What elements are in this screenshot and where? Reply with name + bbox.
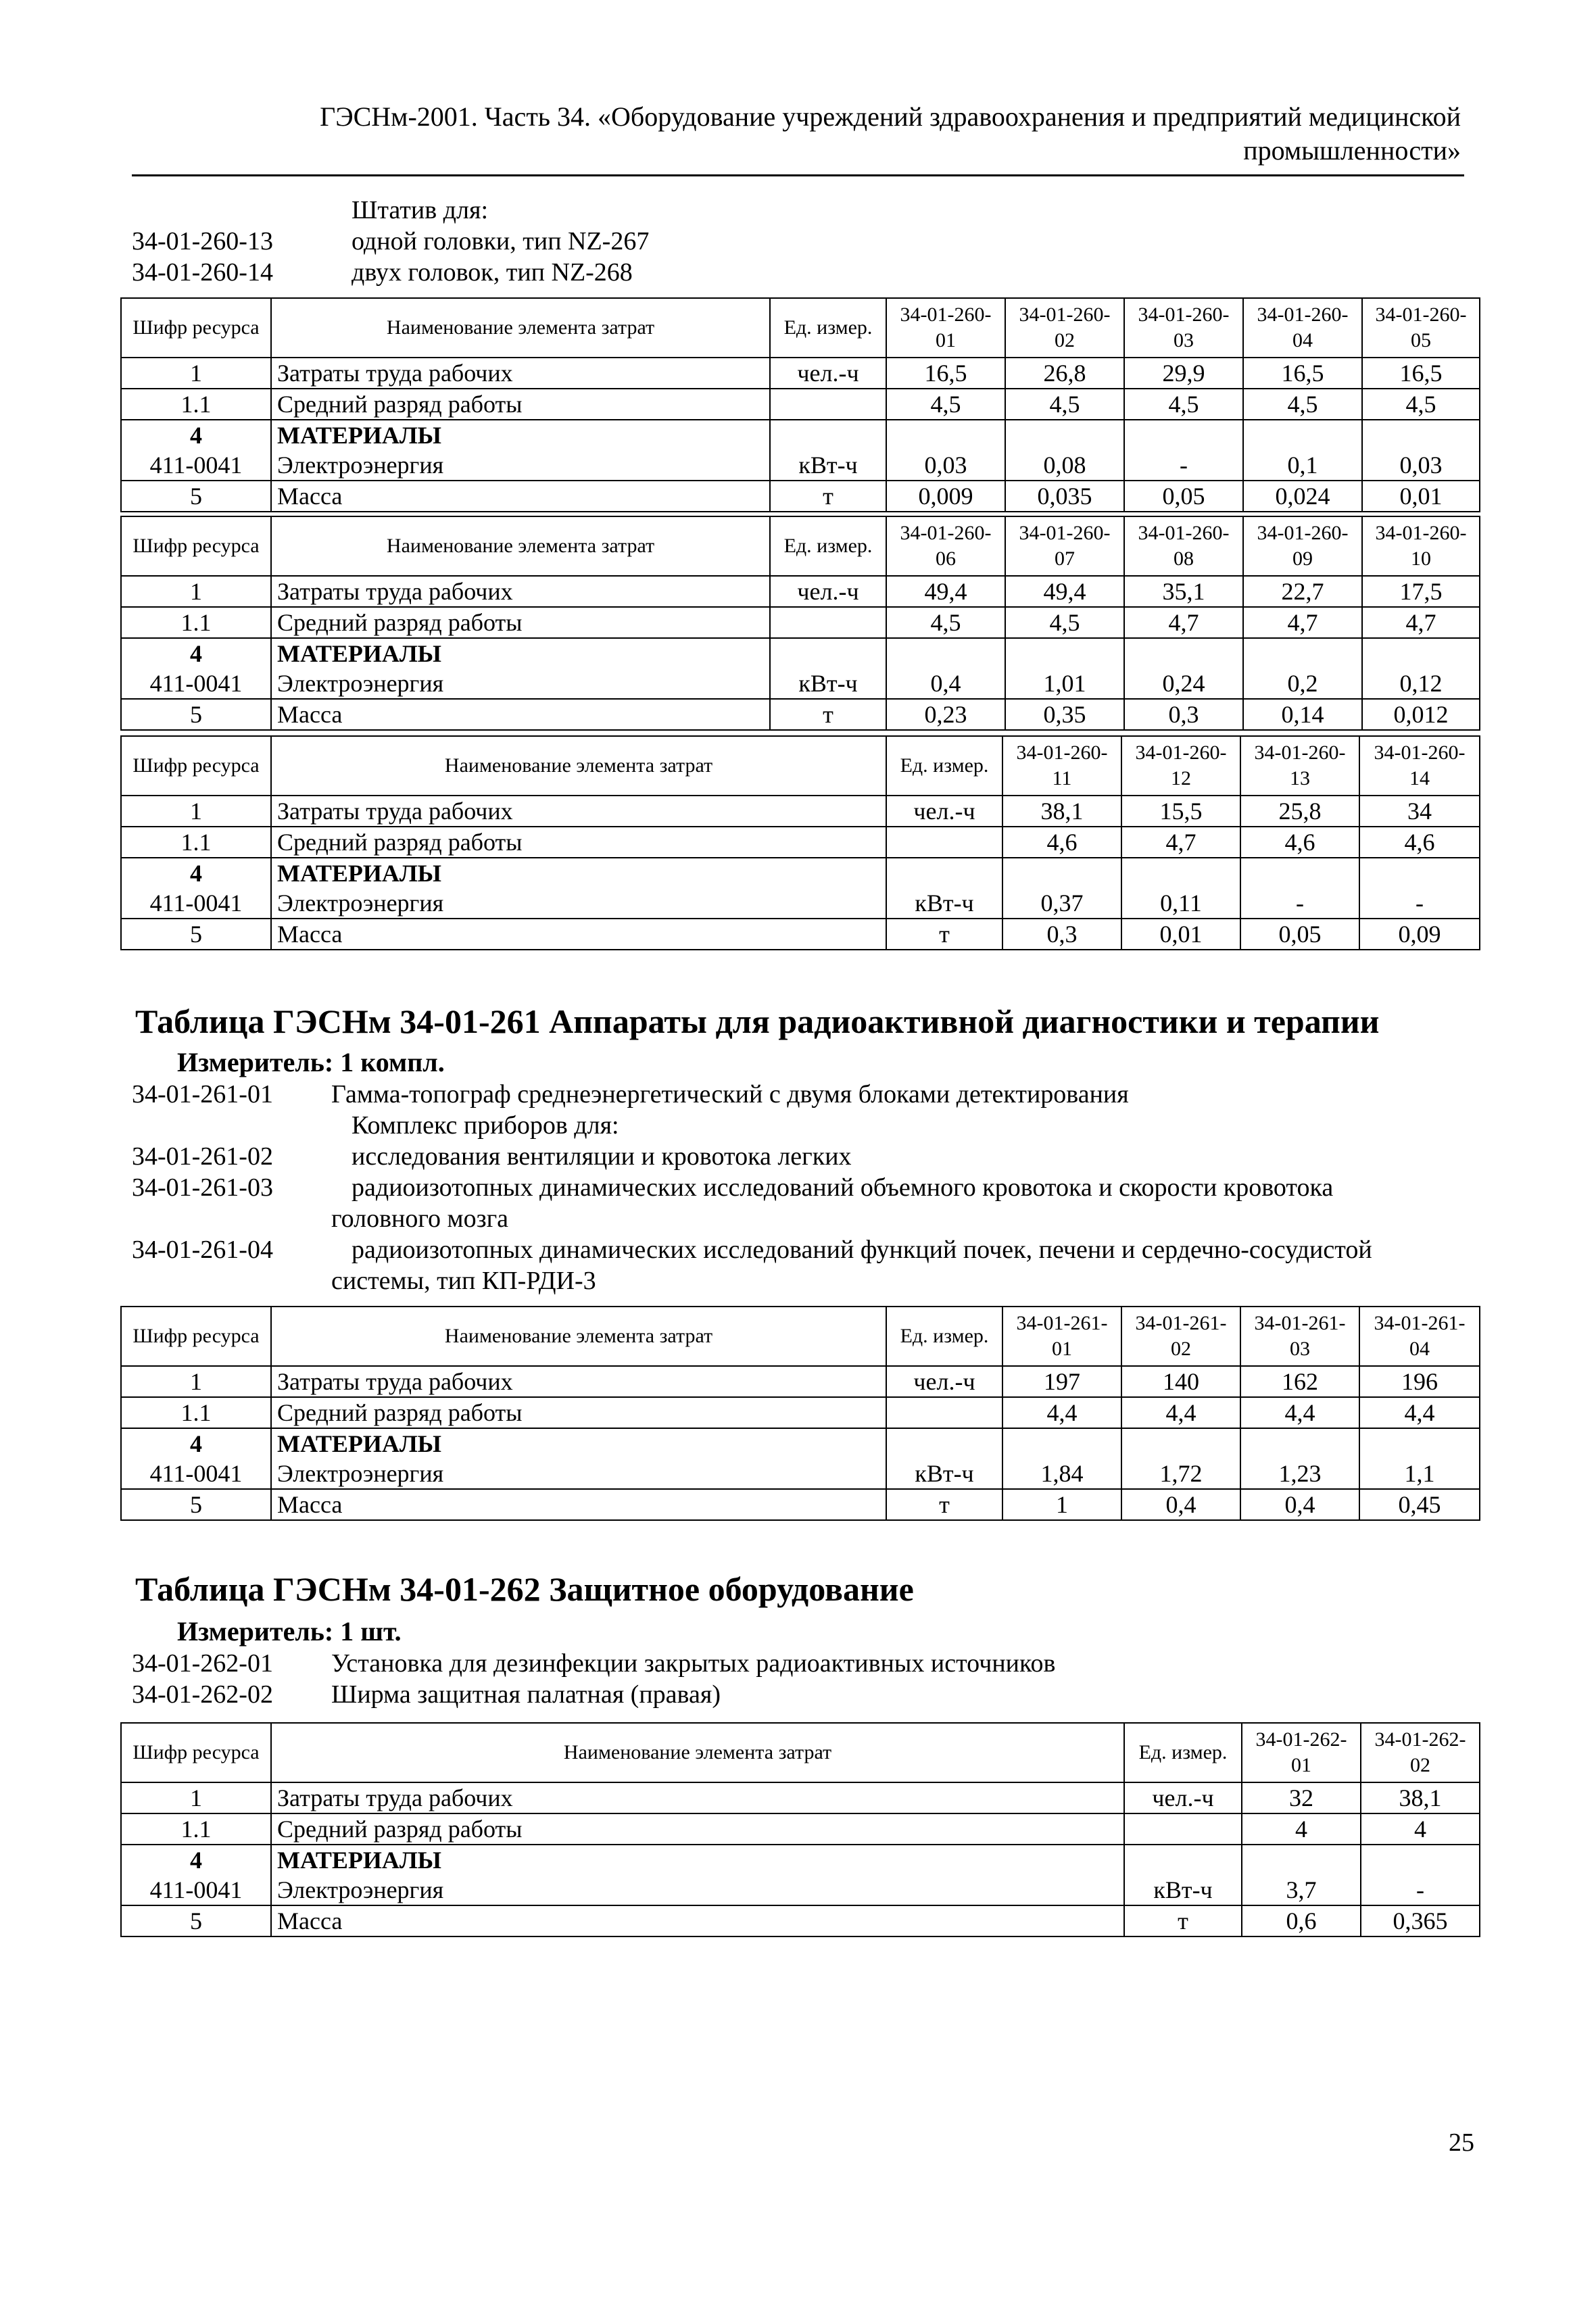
row-value	[1002, 858, 1121, 888]
table-row	[121, 668, 1480, 699]
resource-table-260-b	[120, 516, 1480, 731]
row-value	[886, 420, 1005, 450]
row-name: Средний разряд работы	[271, 1397, 886, 1428]
header-norm-code: 34-01-261-02	[1121, 1307, 1240, 1366]
row-name: Средний разряд работы	[271, 827, 886, 858]
row-value: 35,1	[1124, 576, 1243, 607]
row-unit: чел.-ч	[770, 358, 886, 389]
row-value: 4,4	[1002, 1397, 1121, 1428]
row-code: 1	[121, 576, 271, 607]
row-value: 15,5	[1121, 796, 1240, 827]
row-name: Затраты труда рабочих	[271, 1366, 886, 1397]
row-value	[1243, 420, 1362, 450]
item-code: 34-01-262-02	[132, 1680, 273, 1709]
row-name: Затраты труда рабочих	[271, 576, 770, 607]
header-unit: Ед. измер.	[886, 736, 1002, 796]
row-name: Электроэнергия	[271, 888, 886, 919]
item-text-continued: системы, тип КП-РДИ-3	[331, 1267, 596, 1295]
header-line-2: промышленности»	[1243, 135, 1461, 166]
row-value: 0,45	[1359, 1489, 1480, 1520]
row-code: 1.1	[121, 1813, 271, 1845]
row-value: 0,14	[1243, 699, 1362, 730]
row-unit: т	[770, 699, 886, 730]
row-name: Электроэнергия	[271, 1875, 1124, 1905]
row-value	[1005, 638, 1124, 668]
table-row	[121, 1905, 1480, 1936]
table-row	[121, 1782, 1480, 1813]
row-value: 1,23	[1240, 1459, 1359, 1489]
row-value: 4,5	[1243, 389, 1362, 420]
row-value: 4,6	[1002, 827, 1121, 858]
table-header-row	[121, 1307, 1480, 1366]
row-value: 0,6	[1242, 1905, 1361, 1936]
row-value	[1121, 1428, 1240, 1459]
item-code: 34-01-261-02	[132, 1142, 273, 1171]
row-name: Электроэнергия	[271, 450, 770, 481]
row-unit	[886, 858, 1002, 888]
row-code: 5	[121, 699, 271, 730]
table-row	[121, 1428, 1480, 1459]
table-title-261: Таблица ГЭСНм 34-01-261 Аппараты для радиоактивной диагностики и терапии	[135, 1002, 1380, 1040]
measure-262: Измеритель: 1 шт.	[177, 1616, 402, 1647]
row-name: МАТЕРИАЛЫ	[271, 858, 886, 888]
row-code: 5	[121, 1489, 271, 1520]
table-row	[121, 919, 1480, 950]
header-norm-code: 34-01-260-14	[1359, 736, 1480, 796]
header-name: Наименование элемента затрат	[271, 298, 770, 358]
item-text: радиоизотопных динамических исследований объемного кровотока и скорости кровотока	[352, 1173, 1334, 1202]
row-unit	[886, 1397, 1002, 1428]
row-unit: чел.-ч	[886, 796, 1002, 827]
header-code: Шифр ресурса	[121, 1307, 271, 1366]
row-value: 140	[1121, 1366, 1240, 1397]
row-value: 4,6	[1359, 827, 1480, 858]
table-row	[121, 1813, 1480, 1845]
header-norm-code: 34-01-260-13	[1240, 736, 1359, 796]
row-value: 4,5	[1362, 389, 1480, 420]
table-row	[121, 638, 1480, 668]
row-code: 1	[121, 1366, 271, 1397]
row-value	[1242, 1845, 1361, 1875]
resource-table-262	[120, 1722, 1480, 1937]
row-value: 4,5	[1005, 607, 1124, 638]
header-norm-code: 34-01-260-05	[1362, 298, 1480, 358]
page-number: 25	[1449, 2128, 1474, 2157]
row-value: 0,035	[1005, 481, 1124, 512]
row-unit: кВт-ч	[886, 1459, 1002, 1489]
row-value: 4	[1242, 1813, 1361, 1845]
table-header-row	[121, 516, 1480, 576]
header-unit: Ед. измер.	[886, 1307, 1002, 1366]
header-code: Шифр ресурса	[121, 1723, 271, 1782]
row-code: 411-0041	[121, 1875, 271, 1905]
row-value: 49,4	[1005, 576, 1124, 607]
row-value: 4,5	[1005, 389, 1124, 420]
row-value: 29,9	[1124, 358, 1243, 389]
row-code: 411-0041	[121, 450, 271, 481]
row-value: 1	[1002, 1489, 1121, 1520]
row-value: 34	[1359, 796, 1480, 827]
row-value: 49,4	[886, 576, 1005, 607]
row-value	[1124, 420, 1243, 450]
row-code: 5	[121, 1905, 271, 1936]
row-name: Средний разряд работы	[271, 607, 770, 638]
header-norm-code: 34-01-260-02	[1005, 298, 1124, 358]
header-norm-code: 34-01-261-03	[1240, 1307, 1359, 1366]
row-unit	[886, 827, 1002, 858]
row-value: 0,3	[1002, 919, 1121, 950]
table-row	[121, 1875, 1480, 1905]
header-norm-code: 34-01-261-04	[1359, 1307, 1480, 1366]
row-value: 0,009	[886, 481, 1005, 512]
row-value: 22,7	[1243, 576, 1362, 607]
table-row	[121, 1489, 1480, 1520]
header-name: Наименование элемента затрат	[271, 516, 770, 576]
item-code: 34-01-261-03	[132, 1173, 273, 1202]
row-value: 4,5	[886, 389, 1005, 420]
table-row	[121, 389, 1480, 420]
measure-261: Измеритель: 1 компл.	[177, 1047, 445, 1077]
row-value: 0,24	[1124, 668, 1243, 699]
table-row	[121, 1459, 1480, 1489]
row-value: 0,09	[1359, 919, 1480, 950]
row-code: 4	[121, 1845, 271, 1875]
row-unit: кВт-ч	[886, 888, 1002, 919]
row-value: 162	[1240, 1366, 1359, 1397]
row-code: 411-0041	[121, 668, 271, 699]
item-text: Гамма-топограф среднеэнергетический с двумя блоками детектирования	[331, 1080, 1129, 1108]
table-row	[121, 699, 1480, 730]
row-name: Затраты труда рабочих	[271, 358, 770, 389]
row-unit: т	[886, 1489, 1002, 1520]
table-row	[121, 358, 1480, 389]
row-unit: т	[770, 481, 886, 512]
row-value: 0,05	[1240, 919, 1359, 950]
row-value: 0,01	[1362, 481, 1480, 512]
header-norm-code: 34-01-260-08	[1124, 516, 1243, 576]
row-unit	[886, 1428, 1002, 1459]
item-code: 34-01-261-01	[132, 1080, 273, 1108]
subsection-intro: Комплекс приборов для:	[352, 1111, 619, 1140]
header-norm-code: 34-01-260-07	[1005, 516, 1124, 576]
row-value: 4,4	[1359, 1397, 1480, 1428]
row-code: 4	[121, 1428, 271, 1459]
row-code: 1	[121, 358, 271, 389]
header-name: Наименование элемента затрат	[271, 736, 886, 796]
item-text: одной головки, тип NZ-267	[352, 227, 650, 255]
row-value	[1359, 858, 1480, 888]
item-text: исследования вентиляции и кровотока легких	[352, 1142, 852, 1171]
table-row	[121, 796, 1480, 827]
row-value: 4,7	[1243, 607, 1362, 638]
row-value: 0,03	[1362, 450, 1480, 481]
item-code: 34-01-261-04	[132, 1236, 273, 1264]
row-name: МАТЕРИАЛЫ	[271, 1845, 1124, 1875]
table-row	[121, 1397, 1480, 1428]
header-norm-code: 34-01-260-04	[1243, 298, 1362, 358]
row-value: 197	[1002, 1366, 1121, 1397]
row-name: Средний разряд работы	[271, 389, 770, 420]
header-norm-code: 34-01-261-01	[1002, 1307, 1121, 1366]
row-value	[1243, 638, 1362, 668]
table-row	[121, 420, 1480, 450]
row-unit	[770, 638, 886, 668]
row-value: 0,05	[1124, 481, 1243, 512]
table-header-row	[121, 1723, 1480, 1782]
row-value: 16,5	[1243, 358, 1362, 389]
row-value: 0,4	[886, 668, 1005, 699]
row-value: 0,01	[1121, 919, 1240, 950]
row-unit: кВт-ч	[770, 450, 886, 481]
table-row	[121, 858, 1480, 888]
row-value: 4,5	[886, 607, 1005, 638]
row-value: -	[1359, 888, 1480, 919]
row-name: Масса	[271, 1905, 1124, 1936]
row-value	[1121, 858, 1240, 888]
row-value	[1359, 1428, 1480, 1459]
row-unit: кВт-ч	[770, 668, 886, 699]
row-value: 0,03	[886, 450, 1005, 481]
resource-table-260-a	[120, 297, 1480, 512]
row-value	[1240, 858, 1359, 888]
row-value: 1,84	[1002, 1459, 1121, 1489]
row-value: 32	[1242, 1782, 1361, 1813]
row-code: 411-0041	[121, 1459, 271, 1489]
row-value: 0,4	[1121, 1489, 1240, 1520]
item-text: Ширма защитная палатная (правая)	[331, 1680, 721, 1709]
row-value: 38,1	[1361, 1782, 1480, 1813]
row-name: МАТЕРИАЛЫ	[271, 1428, 886, 1459]
row-name: Электроэнергия	[271, 1459, 886, 1489]
row-value	[886, 638, 1005, 668]
row-code: 5	[121, 481, 271, 512]
row-name: Затраты труда рабочих	[271, 796, 886, 827]
row-value: 0,23	[886, 699, 1005, 730]
row-value: 0,365	[1361, 1905, 1480, 1936]
row-value: 17,5	[1362, 576, 1480, 607]
row-value: 4,6	[1240, 827, 1359, 858]
row-code: 1	[121, 1782, 271, 1813]
section-260-intro: Штатив для:	[352, 196, 489, 224]
row-value	[1002, 1428, 1121, 1459]
row-value	[1362, 638, 1480, 668]
row-value	[1240, 1428, 1359, 1459]
row-value: 4,4	[1240, 1397, 1359, 1428]
header-rule	[132, 174, 1464, 176]
row-unit	[770, 389, 886, 420]
row-code: 1.1	[121, 827, 271, 858]
table-title-262: Таблица ГЭСНм 34-01-262 Защитное оборудование	[135, 1570, 914, 1608]
row-value: 0,11	[1121, 888, 1240, 919]
header-code: Шифр ресурса	[121, 516, 271, 576]
header-code: Шифр ресурса	[121, 736, 271, 796]
row-value: 25,8	[1240, 796, 1359, 827]
row-value: 16,5	[1362, 358, 1480, 389]
row-value: 16,5	[886, 358, 1005, 389]
row-name: Масса	[271, 699, 770, 730]
row-value: 4,4	[1121, 1397, 1240, 1428]
header-line-1: ГЭСНм-2001. Часть 34. «Оборудование учреждений здравоохранения и предприятий медицинской	[320, 101, 1461, 132]
header-norm-code: 34-01-260-03	[1124, 298, 1243, 358]
row-name: Масса	[271, 481, 770, 512]
row-value: 4,7	[1124, 607, 1243, 638]
header-norm-code: 34-01-260-11	[1002, 736, 1121, 796]
row-unit: чел.-ч	[770, 576, 886, 607]
row-name: Средний разряд работы	[271, 1813, 1124, 1845]
row-value: 0,12	[1362, 668, 1480, 699]
row-unit: т	[1124, 1905, 1242, 1936]
row-code: 4	[121, 858, 271, 888]
row-value: 0,4	[1240, 1489, 1359, 1520]
row-code: 4	[121, 638, 271, 668]
resource-table-260-c	[120, 735, 1480, 950]
header-unit: Ед. измер.	[1124, 1723, 1242, 1782]
row-unit	[770, 420, 886, 450]
row-name: Затраты труда рабочих	[271, 1782, 1124, 1813]
table-row	[121, 481, 1480, 512]
row-value: 0,024	[1243, 481, 1362, 512]
row-code: 1.1	[121, 607, 271, 638]
row-value	[1124, 638, 1243, 668]
row-unit	[1124, 1845, 1242, 1875]
header-unit: Ед. измер.	[770, 516, 886, 576]
header-code: Шифр ресурса	[121, 298, 271, 358]
table-row	[121, 607, 1480, 638]
item-text: двух головок, тип NZ-268	[352, 258, 633, 287]
row-code: 1.1	[121, 389, 271, 420]
row-value: 0,08	[1005, 450, 1124, 481]
item-code: 34-01-262-01	[132, 1649, 273, 1678]
row-value: 4	[1361, 1813, 1480, 1845]
header-norm-code: 34-01-260-09	[1243, 516, 1362, 576]
row-name: Масса	[271, 919, 886, 950]
header-norm-code: 34-01-262-02	[1361, 1723, 1480, 1782]
row-code: 5	[121, 919, 271, 950]
row-name: МАТЕРИАЛЫ	[271, 638, 770, 668]
row-value: 196	[1359, 1366, 1480, 1397]
table-row	[121, 450, 1480, 481]
row-value: -	[1240, 888, 1359, 919]
row-value: 38,1	[1002, 796, 1121, 827]
table-row	[121, 888, 1480, 919]
header-norm-code: 34-01-260-12	[1121, 736, 1240, 796]
item-text: радиоизотопных динамических исследований функций почек, печени и сердечно-сосудистой	[352, 1236, 1372, 1264]
row-value: 0,37	[1002, 888, 1121, 919]
row-name: Электроэнергия	[271, 668, 770, 699]
row-value: 4,5	[1124, 389, 1243, 420]
running-header	[122, 100, 1461, 168]
header-norm-code: 34-01-262-01	[1242, 1723, 1361, 1782]
row-code: 1.1	[121, 1397, 271, 1428]
row-value: 4,7	[1362, 607, 1480, 638]
row-name: МАТЕРИАЛЫ	[271, 420, 770, 450]
row-unit	[1124, 1813, 1242, 1845]
item-code: 34-01-260-13	[132, 227, 273, 255]
row-unit: кВт-ч	[1124, 1875, 1242, 1905]
row-value: 0,35	[1005, 699, 1124, 730]
row-value: 0,1	[1243, 450, 1362, 481]
header-norm-code: 34-01-260-06	[886, 516, 1005, 576]
table-row	[121, 576, 1480, 607]
row-value: -	[1361, 1875, 1480, 1905]
table-row	[121, 1845, 1480, 1875]
row-value: -	[1124, 450, 1243, 481]
row-value: 3,7	[1242, 1875, 1361, 1905]
row-name: Масса	[271, 1489, 886, 1520]
row-value: 0,2	[1243, 668, 1362, 699]
item-text-continued: головного мозга	[331, 1204, 509, 1233]
header-norm-code: 34-01-260-10	[1362, 516, 1480, 576]
row-unit: чел.-ч	[1124, 1782, 1242, 1813]
table-header-row	[121, 298, 1480, 358]
row-value: 26,8	[1005, 358, 1124, 389]
row-unit: т	[886, 919, 1002, 950]
row-value: 1,72	[1121, 1459, 1240, 1489]
row-value	[1005, 420, 1124, 450]
table-header-row	[121, 736, 1480, 796]
header-name: Наименование элемента затрат	[271, 1723, 1124, 1782]
item-code: 34-01-260-14	[132, 258, 273, 287]
row-value: 1,1	[1359, 1459, 1480, 1489]
row-unit	[770, 607, 886, 638]
row-unit: чел.-ч	[886, 1366, 1002, 1397]
header-name: Наименование элемента затрат	[271, 1307, 886, 1366]
row-value: 0,012	[1362, 699, 1480, 730]
row-value: 4,7	[1121, 827, 1240, 858]
table-row	[121, 1366, 1480, 1397]
resource-table-261	[120, 1306, 1480, 1521]
table-row	[121, 827, 1480, 858]
row-code: 411-0041	[121, 888, 271, 919]
header-unit: Ед. измер.	[770, 298, 886, 358]
row-value	[1362, 420, 1480, 450]
row-code: 4	[121, 420, 271, 450]
row-code: 1	[121, 796, 271, 827]
item-text: Установка для дезинфекции закрытых радиоактивных источников	[331, 1649, 1056, 1678]
header-norm-code: 34-01-260-01	[886, 298, 1005, 358]
row-value: 1,01	[1005, 668, 1124, 699]
row-value	[1361, 1845, 1480, 1875]
row-value: 0,3	[1124, 699, 1243, 730]
